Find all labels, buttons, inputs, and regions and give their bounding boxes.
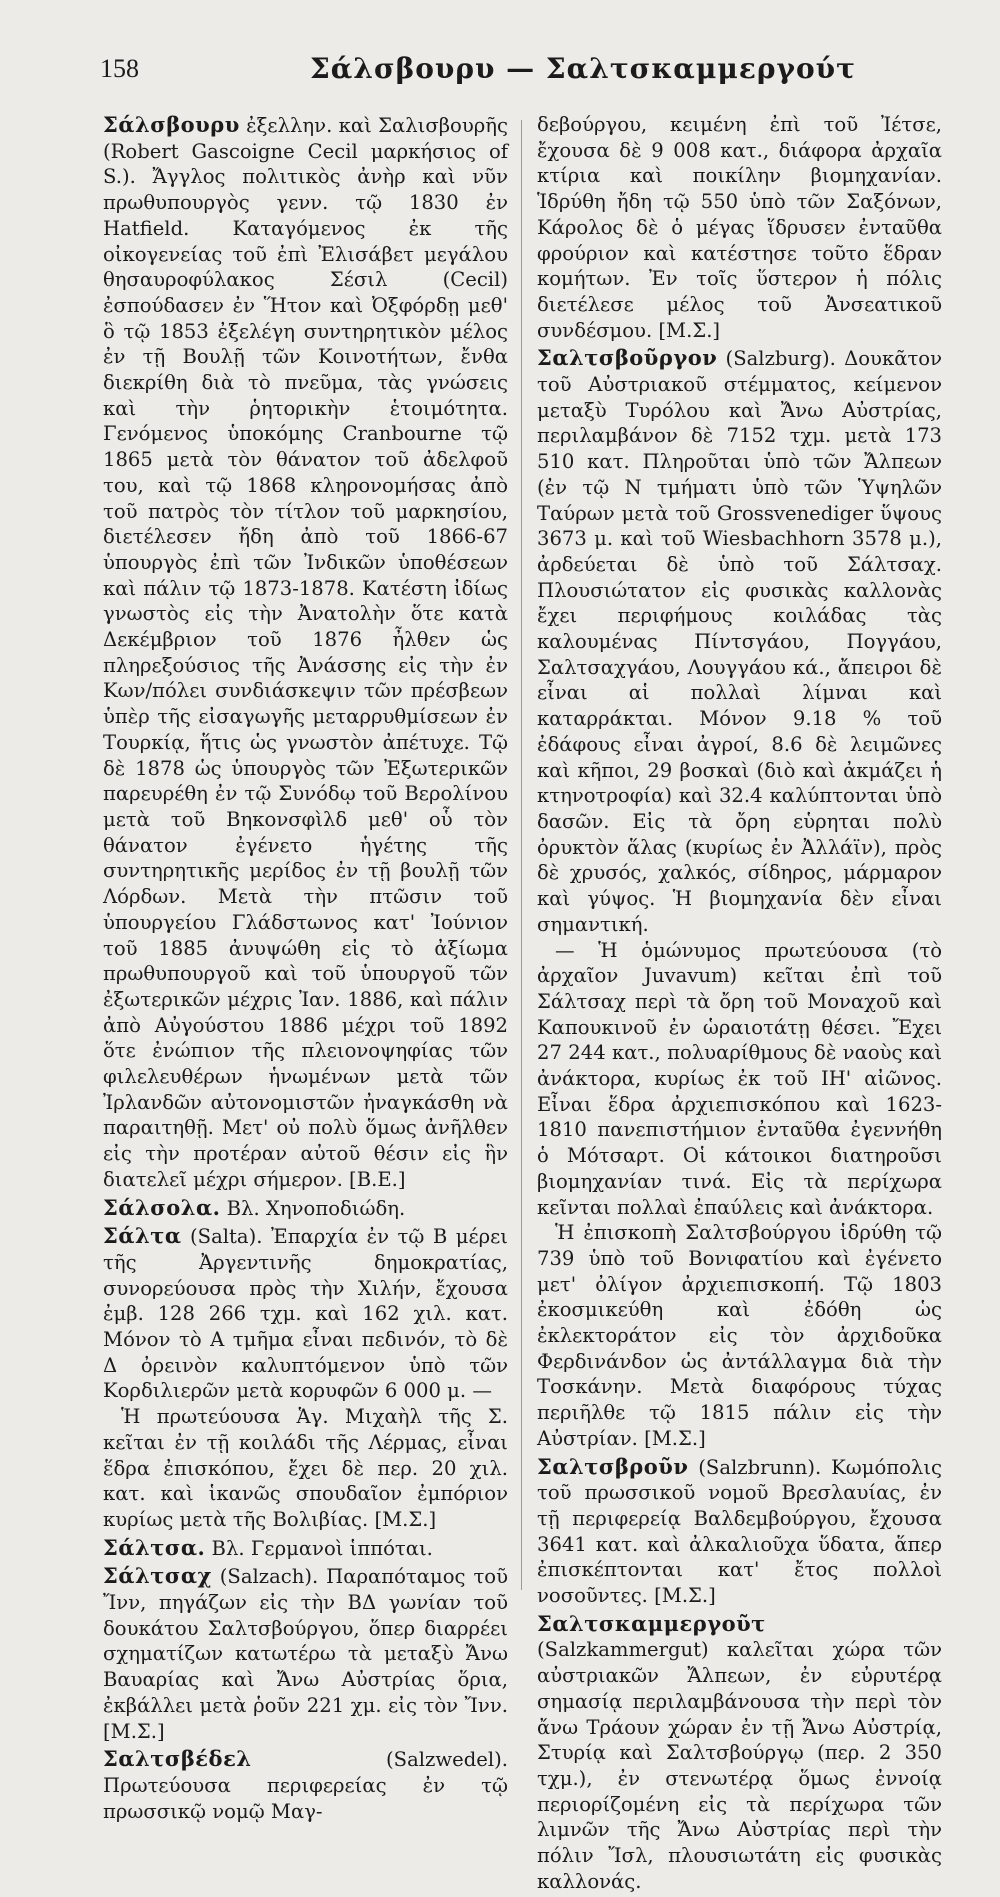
entry-text: (Salzach). Παραπόταμος τοῦ Ἴνν, πηγάζων εἰς τὴν ΒΔ γωνίαν τοῦ δουκάτου Σαλτσβούργου, ὅπερ διαρρέει σχηματίζων κατωτέρω τὰ μεταξὺ Ἄνω Βαυαρίας καὶ Ἄνω Αὐστρίας ὅρια, ἐκβάλλει μετὰ ῥοῦν 221 χμ. εἰς τὸν Ἴνν. [Μ.Σ.] [103,1565,508,1743]
page-header [100,48,910,98]
entry-paragraph [537,1611,942,1895]
entry-headword: Σαλτσβοῦργον [537,345,718,371]
dictionary-entry [103,1223,508,1532]
entry-text: Βλ. Γερμανοὶ ἱππόται. [205,1536,433,1560]
entry-paragraph [103,1746,508,1824]
page-number: 158 [100,54,139,83]
entry-text: Ἡ ἐπισκοπὴ Σαλτσβούργου ἱδρύθη τῷ 739 ὑπὸ τοῦ Βονιφατίου καὶ ἐγένετο μετ' ὀλίγον ἀρχιεπισκοπή. Τῷ 1803 ἐκοσμικεύθη καὶ ἐδόθη ὡς ἐκλεκτοράτον εἰς τὸν ἀρχιδοῦκα Φερδινάνδον ὡς ἀντάλλαγμα διὰ τὴν Τοσκάνην. Μετὰ διαφόρους τύχας περιῆλθε τῷ 1815 πάλιν εἰς τὴν Αὐστρίαν. [Μ.Σ.] [537,1221,942,1450]
entry-text: (Salzbrunn). Κωμόπολις τοῦ πρωσσικοῦ νομοῦ Βρεσλαυίας, ἐν τῇ περιφερείᾳ Βαλδεμβούργου, ἔχουσα 3641 κατ. καὶ ἀλκαλιοῦχα ὕδατα, ἅπερ ἐπισκέπτονται κατ' ἔτος πολλοὶ νοσοῦντες. [Μ.Σ.] [537,1455,942,1608]
entry-text: (Salta). Ἐπαρχία ἐν τῷ Β μέρει τῆς Ἀργεντινῆς δημοκρατίας, συνορεύουσα πρὸς τὴν Χιλήν, ἔχουσα ἐμβ. 128 266 τχμ. καὶ 162 χιλ. κατ. Μόνον τὸ Α τμῆμα εἶναι πεδινόν, τὸ δὲ Δ ὀρεινὸν καλυπτόμενον ὑπὸ τῶν Κορδιλιερῶν μετὰ κορυφῶν 6 000 μ. — [103,1225,508,1403]
dictionary-entry [103,1195,508,1222]
entry-paragraph [103,1195,508,1222]
entry-text: Ἡ πρωτεύουσα Ἁγ. Μιχαὴλ τῆς Σ. κεῖται ἐν τῇ κοιλάδι τῆς Λέρμας, εἶναι ἕδρα ἐπισκόπου, ἔχει δὲ περ. 20 χιλ. κατ. καὶ ἱκανῶς σπουδαῖον ἐμπόριον κυρίως μετὰ τῆς Βολιβίας. [Μ.Σ.] [103,1405,508,1531]
entry-text: (Salzkammergut) καλεῖται χώρα τῶν αὐστριακῶν Ἄλπεων, ἐν εὐρυτέρᾳ σημασίᾳ περιλαμβάνουσα τὴν περὶ τὸν ἄνω Τράουν χώραν ἐν τῇ Ἄνω Αὐστρίᾳ, Στυρίᾳ καὶ Σαλτσβούργῳ (περ. 2 350 τχμ.), ἐν στενωτέρᾳ ὅμως ἐννοίᾳ περιορίζομένη εἰς τὰ περίχωρα τῶν λιμνῶν τῆς Ἄνω Αὐστρίας περὶ τὴν πόλιν Ἴσλ, πλουσιωτάτη εἰς φυσικὰς καλλονάς. [537,1638,942,1893]
entry-headword: Σάλτα [103,1223,182,1249]
entry-paragraph [103,1535,508,1562]
entry-text: Βλ. Χηνοποδιώδη. [220,1196,406,1220]
entry-headword: Σάλτσαχ [103,1563,212,1589]
entry-headword: Σάλτσα. [103,1534,206,1560]
entry-paragraph [103,112,508,1193]
entry-paragraph [537,1220,942,1451]
entry-text: — Ἡ ὁμώνυμος πρωτεύουσα (τὸ ἀρχαῖον Juvavum) κεῖται ἐπὶ τοῦ Σάλτσαχ περὶ τὰ ὄρη τοῦ Μοναχοῦ καὶ Καπουκινοῦ ἐν ὡραιοτάτῃ θέσει. Ἔχει 27 244 κατ., πολυαρίθμους δὲ ναοὺς καὶ ἀνάκτορα, κυρίως ἐκ τοῦ ΙΗ' αἰῶνος. Εἶναι ἕδρα ἀρχιεπισκόπου καὶ 1623-1810 πανεπιστήμιον ἐνταῦθα ἐγεννήθη ὁ Μότσαρτ. Οἱ κάτοικοι διατηροῦσι βιομηχανίαν τινά. Εἰς τὰ περίχωρα κεῖνται πολλαὶ ἐπαύλεις καὶ ἀνάκτορα. [537,938,942,1219]
dictionary-entry [103,1563,508,1744]
entry-text: δεβούργου, κειμένη ἐπὶ τοῦ Ἰέτσε, ἔχουσα δὲ 9 008 κατ., διάφορα ἀρχαῖα κτίρια καὶ ποικίλην βιομηχανίαν. Ἱδρύθη ἤδη τῷ 550 ὑπὸ τῶν Σαξόνων, Κάρολος δὲ ὁ μέγας ἵδρυσεν ἐνταῦθα φρούριον καὶ κατέστησε τοῦτο ἕδραν κομήτων. Ἐν τοῖς ὕστερον ἡ πόλις διετέλεσε μέλος τοῦ Ἀνσεατικοῦ συνδέσμου. [Μ.Σ.] [537,113,942,342]
dictionary-entry [537,112,942,343]
entry-paragraph [537,112,942,343]
dictionary-entry [103,1746,508,1824]
entry-paragraph [537,1454,942,1609]
dictionary-entry [537,1611,942,1895]
entry-paragraph [103,1563,508,1744]
entry-paragraph [537,938,942,1221]
entry-headword: Σαλτσβροῦν [537,1453,689,1479]
entry-headword: Σάλσβουρυ [103,112,240,137]
entry-headword: Σαλτσκαμμεργοῦτ [537,1610,766,1636]
column-divider [521,120,522,1590]
entry-paragraph [103,1223,508,1404]
entry-headword: Σαλτσβέδελ [103,1746,252,1772]
entry-headword: Σάλσολα. [103,1194,221,1220]
dictionary-entry [537,1454,942,1609]
entry-paragraph [537,345,942,937]
left-column [103,112,508,1826]
entry-text: (Salzburg). Δουκᾶτον τοῦ Αὐστριακοῦ στέμματος, κείμενον μεταξὺ Τυρόλου καὶ Ἄνω Αὐστρίας, περιλαμβάνον δὲ 7152 τχμ. μετὰ 173 510 κατ. Πληροῦται ὑπὸ τῶν Ἄλπεων (ἐν τῷ Ν τμήματι ὑπὸ τῶν Ὑψηλῶν Ταύρων μετὰ τοῦ Grossvenediger ὕψους 3673 μ. καὶ τοῦ Wiesbachhorn 3578 μ.), ἀρδεύεται δὲ ὑπὸ τοῦ Σάλτσαχ. Πλουσιώτατον εἰς φυσικὰς καλλονὰς ἔχει περιφήμους κοιλάδας τὰς καλουμένας Πίντσγάου, Πογγάου, Σαλτσαχγάου, Λουγγάου κά., ἄπειροι δὲ εἶναι αἱ πολλαὶ λίμναι καὶ καταρράκται. Μόνον 9.18 % τοῦ ἐδάφους εἶναι ἀγροί, 8.6 δὲ λειμῶνες καὶ κῆποι, 29 βοσκαὶ (διὸ καὶ ἀκμάζει ἡ κτηνοτροφία) καὶ 32.4 καλύπτονται ὑπὸ δασῶν. Εἰς τὰ ὄρη εὑρηται πολὺ ὀρυκτὸν ἅλας (κυρίως ἐν Ἀλλάϊν), πρὸς δὲ χρυσός, χαλκός, σίδηρος, μάρμαρον καὶ γύψος. Ἡ βιομηχανία δὲν εἶναι σημαντική. [537,347,942,936]
right-column [537,112,942,1897]
dictionary-entry [103,112,508,1193]
dictionary-entry [537,345,942,1451]
entry-text: (Salzwedel). Πρωτεύουσα περιφερείας ἐν τῷ πρωσσικῷ νομῷ Μαγ- [103,1748,508,1823]
entry-paragraph [103,1404,508,1533]
dictionary-entry [103,1535,508,1562]
entry-text: ἐξελλην. καὶ Σαλισβουρῆς (Robert Gascoigne Cecil μαρκήσιος of S.). Ἄγγλος πολιτικὸς ἀνὴρ καὶ νῦν πρωθυπουργὸς γενν. τῷ 1830 ἐν Hatfield. Καταγόμενος ἐκ τῆς οἰκογενείας τοῦ ἐπὶ Ἐλισάβετ μεγάλου θησαυροφύλακος Σέσιλ (Cecil) ἐσπούδασεν ἐν Ἥτον καὶ Ὀξφόρδῃ μεθ' ὃ τῷ 1853 ἐξελέγη συντηρητικὸν μέλος ἐν τῇ Βουλῇ τῶν Κοινοτήτων, ἔνθα διεκρίθη διὰ τὸ πνεῦμα, τὰς γνώσεις καὶ τὴν ῥητορικὴν ἑτοιμότητα. Γενόμενος ὑποκόμης Cranbourne τῷ 1865 μετὰ τὸν θάνατον τοῦ ἀδελφοῦ του, καὶ τῷ 1868 κληρονομήσας ἀπὸ τοῦ πατρὸς τὸν τίτλον τοῦ μαρκησίου, διετέλεσεν ἤδη ἀπὸ τοῦ 1866-67 ὑπουργὸς ἐπὶ τῶν Ἰνδικῶν ὑποθέσεων καὶ πάλιν τῷ 1873-1878. Κατέστη ἰδίως γνωστὸς εἰς τὴν Ἀνατολὴν ὅτε κατὰ Δεκέμβριον τοῦ 1876 ἦλθεν ὡς πληρεξούσιος τῆς Ἀνάσσης εἰς τὴν ἐν Κων/πόλει συνδιάσκεψιν τῶν πρέσβεων ὑπὲρ τῆς εἰσαγωγῆς μεταρρυθμίσεων ἐν Τουρκίᾳ, ἥτις ὡς γνωστὸν ἀπέτυχε. Τῷ δὲ 1878 ὡς ὑπουργὸς τῶν Ἐξωτερικῶν παρευρέθη ἐν τῷ Συνόδῳ τοῦ Βερολίνου μετὰ τοῦ Βηκονσφὶλδ μεθ' οὗ τὸν θάνατον ἐγένετο ἡγέτης τῆς συντηρητικῆς μερίδος ἐν τῇ βουλῇ τῶν Λόρδων. Μετὰ τὴν πτῶσιν τοῦ ὑπουργείου Γλάδστωνος κατ' Ἰούνιον τοῦ 1885 ἀνυψώθη εἰς τὸ ἀξίωμα πρωθυπουργοῦ καὶ τοῦ ὑπουργοῦ τῶν ἐξωτερικῶν μέχρις Ἰαν. 1886, καὶ πάλιν ἀπὸ Αὐγούστου 1886 μέχρι τοῦ 1892 ὅτε ἐνώπιον τῆς πλειονοψηφίας τῶν φιλελευθέρων ἡνωμένων μετὰ τῶν Ἰρλανδῶν αὐτονομιστῶν ἠναγκάσθη νὰ παραιτηθῇ. Μετ' οὐ πολὺ ὅμως ἀνῆλθεν εἰς τὴν προτέραν αὐτοῦ θέσιν εἰς ἣν διατελεῖ μέχρι σήμερον. [Β.Ε.] [103,114,508,1191]
running-head: Σάλσβουρυ — Σαλτσκαμμεργούτ [310,52,856,85]
